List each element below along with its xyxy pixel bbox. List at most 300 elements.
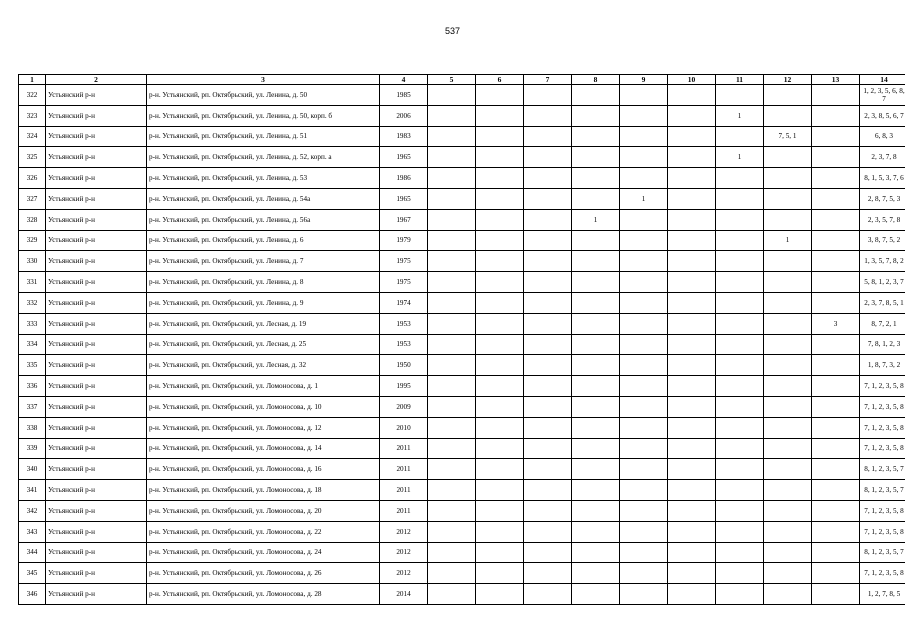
col6-cell: [476, 230, 524, 251]
year-cell: 2011: [380, 459, 428, 480]
col14-cell: 3, 8, 7, 5, 2: [860, 230, 905, 251]
row-number-cell: 346: [19, 584, 46, 605]
district-cell: Устьянский р-н: [46, 459, 147, 480]
col7-cell: [524, 85, 572, 106]
table-row: [19, 334, 905, 355]
district-cell: Устьянский р-н: [46, 355, 147, 376]
col6-cell: [476, 438, 524, 459]
year-cell: 2011: [380, 500, 428, 521]
year-cell: 1950: [380, 355, 428, 376]
row-number-cell: 328: [19, 209, 46, 230]
col9-cell: [620, 521, 668, 542]
col13-cell: [812, 396, 860, 417]
col14-cell: 8, 1, 2, 3, 5, 7: [860, 459, 905, 480]
year-cell: 1953: [380, 313, 428, 334]
col13-cell: [812, 376, 860, 397]
col6-cell: [476, 417, 524, 438]
row-number-cell: 340: [19, 459, 46, 480]
district-cell: Устьянский р-н: [46, 230, 147, 251]
col9-cell: 1: [620, 188, 668, 209]
col9-cell: [620, 230, 668, 251]
year-cell: 1953: [380, 334, 428, 355]
col11-cell: [716, 251, 764, 272]
col11-cell: [716, 376, 764, 397]
col10-cell: [668, 209, 716, 230]
table-row: [19, 188, 905, 209]
district-cell: Устьянский р-н: [46, 396, 147, 417]
col8-cell: [572, 376, 620, 397]
col8-cell: [572, 105, 620, 126]
col6-cell: [476, 459, 524, 480]
table-row: [19, 105, 905, 126]
column-header: 2: [46, 75, 147, 85]
col7-cell: [524, 355, 572, 376]
col8-cell: [572, 147, 620, 168]
year-cell: 1965: [380, 188, 428, 209]
address-cell: р-н. Устьянский, рп. Октябрьский, ул. Ленина, д. 9: [147, 292, 380, 313]
col10-cell: [668, 396, 716, 417]
col8-cell: [572, 251, 620, 272]
col6-cell: [476, 500, 524, 521]
table-row: [19, 168, 905, 189]
col10-cell: [668, 105, 716, 126]
address-cell: р-н. Устьянский, рп. Октябрьский, ул. Ломоносова, д. 28: [147, 584, 380, 605]
col7-cell: [524, 480, 572, 501]
col14-cell: 7, 1, 2, 3, 5, 8: [860, 396, 905, 417]
table-row: [19, 313, 905, 334]
col7-cell: [524, 438, 572, 459]
col14-cell: 7, 1, 2, 3, 5, 8: [860, 417, 905, 438]
district-cell: Устьянский р-н: [46, 417, 147, 438]
row-number-cell: 333: [19, 313, 46, 334]
table-row: [19, 292, 905, 313]
address-cell: р-н. Устьянский, рп. Октябрьский, ул. Ленина, д. 53: [147, 168, 380, 189]
col8-cell: [572, 500, 620, 521]
column-header: 11: [716, 75, 764, 85]
district-cell: Устьянский р-н: [46, 376, 147, 397]
column-header: 3: [147, 75, 380, 85]
col10-cell: [668, 459, 716, 480]
row-number-cell: 334: [19, 334, 46, 355]
year-cell: 2012: [380, 563, 428, 584]
col10-cell: [668, 313, 716, 334]
row-number-cell: 343: [19, 521, 46, 542]
table-row: [19, 376, 905, 397]
col14-cell: 2, 3, 7, 8: [860, 147, 905, 168]
col9-cell: [620, 209, 668, 230]
address-cell: р-н. Устьянский, рп. Октябрьский, ул. Лесная, д. 25: [147, 334, 380, 355]
col5-cell: [428, 147, 476, 168]
col5-cell: [428, 85, 476, 106]
column-header: 4: [380, 75, 428, 85]
col10-cell: [668, 126, 716, 147]
col14-cell: 1, 3, 5, 7, 8, 2: [860, 251, 905, 272]
col12-cell: [764, 105, 812, 126]
column-header: 8: [572, 75, 620, 85]
col5-cell: [428, 542, 476, 563]
col8-cell: [572, 292, 620, 313]
col6-cell: [476, 272, 524, 293]
table-row: [19, 480, 905, 501]
col14-cell: 5, 8, 1, 2, 3, 7: [860, 272, 905, 293]
col14-cell: 8, 1, 5, 3, 7, 6: [860, 168, 905, 189]
col7-cell: [524, 376, 572, 397]
district-cell: Устьянский р-н: [46, 584, 147, 605]
address-cell: р-н. Устьянский, рп. Октябрьский, ул. Ленина, д. 56а: [147, 209, 380, 230]
col11-cell: [716, 292, 764, 313]
col9-cell: [620, 376, 668, 397]
col6-cell: [476, 480, 524, 501]
table-row: [19, 126, 905, 147]
col14-cell: 8, 7, 2, 1: [860, 313, 905, 334]
district-cell: Устьянский р-н: [46, 209, 147, 230]
col10-cell: [668, 480, 716, 501]
col10-cell: [668, 542, 716, 563]
col11-cell: [716, 480, 764, 501]
year-cell: 1979: [380, 230, 428, 251]
col9-cell: [620, 105, 668, 126]
col6-cell: [476, 209, 524, 230]
col5-cell: [428, 292, 476, 313]
column-header: 6: [476, 75, 524, 85]
col13-cell: [812, 209, 860, 230]
row-number-cell: 339: [19, 438, 46, 459]
col5-cell: [428, 105, 476, 126]
col5-cell: [428, 209, 476, 230]
col7-cell: [524, 313, 572, 334]
year-cell: 1974: [380, 292, 428, 313]
col13-cell: 3: [812, 313, 860, 334]
column-header: 13: [812, 75, 860, 85]
table-row: [19, 542, 905, 563]
col5-cell: [428, 126, 476, 147]
col5-cell: [428, 313, 476, 334]
col7-cell: [524, 584, 572, 605]
col5-cell: [428, 563, 476, 584]
column-header: 7: [524, 75, 572, 85]
table-row: [19, 459, 905, 480]
year-cell: 2009: [380, 396, 428, 417]
column-header: 12: [764, 75, 812, 85]
col11-cell: [716, 417, 764, 438]
col13-cell: [812, 355, 860, 376]
col9-cell: [620, 147, 668, 168]
col13-cell: [812, 500, 860, 521]
col6-cell: [476, 584, 524, 605]
col12-cell: [764, 438, 812, 459]
col11-cell: [716, 584, 764, 605]
col6-cell: [476, 251, 524, 272]
col12-cell: [764, 355, 812, 376]
row-number-cell: 344: [19, 542, 46, 563]
col12-cell: [764, 272, 812, 293]
col8-cell: [572, 396, 620, 417]
year-cell: 2014: [380, 584, 428, 605]
col14-cell: 8, 1, 2, 3, 5, 7: [860, 542, 905, 563]
col10-cell: [668, 230, 716, 251]
col9-cell: [620, 292, 668, 313]
col8-cell: [572, 542, 620, 563]
table-row: [19, 230, 905, 251]
col8-cell: [572, 438, 620, 459]
row-number-cell: 326: [19, 168, 46, 189]
col14-cell: 1, 2, 7, 8, 5: [860, 584, 905, 605]
col11-cell: 1: [716, 105, 764, 126]
year-cell: 1967: [380, 209, 428, 230]
col14-cell: 6, 8, 3: [860, 126, 905, 147]
col8-cell: [572, 521, 620, 542]
col12-cell: [764, 251, 812, 272]
col13-cell: [812, 417, 860, 438]
col8-cell: [572, 85, 620, 106]
col14-cell: 7, 1, 2, 3, 5, 8: [860, 500, 905, 521]
col7-cell: [524, 417, 572, 438]
column-header: 14: [860, 75, 905, 85]
col11-cell: [716, 209, 764, 230]
col6-cell: [476, 521, 524, 542]
col7-cell: [524, 209, 572, 230]
address-cell: р-н. Устьянский, рп. Октябрьский, ул. Ленина, д. 50: [147, 85, 380, 106]
col13-cell: [812, 168, 860, 189]
table-row: [19, 85, 905, 106]
address-cell: р-н. Устьянский, рп. Октябрьский, ул. Ломоносова, д. 26: [147, 563, 380, 584]
col12-cell: [764, 542, 812, 563]
col9-cell: [620, 126, 668, 147]
col8-cell: 1: [572, 209, 620, 230]
year-cell: 1965: [380, 147, 428, 168]
col7-cell: [524, 168, 572, 189]
col13-cell: [812, 147, 860, 168]
col11-cell: [716, 334, 764, 355]
col5-cell: [428, 168, 476, 189]
col11-cell: [716, 126, 764, 147]
col12-cell: [764, 417, 812, 438]
col8-cell: [572, 480, 620, 501]
registry-table: [18, 74, 905, 605]
col10-cell: [668, 521, 716, 542]
year-cell: 2012: [380, 542, 428, 563]
col11-cell: [716, 230, 764, 251]
col6-cell: [476, 168, 524, 189]
col11-cell: [716, 500, 764, 521]
col6-cell: [476, 292, 524, 313]
district-cell: Устьянский р-н: [46, 542, 147, 563]
row-number-cell: 341: [19, 480, 46, 501]
district-cell: Устьянский р-н: [46, 105, 147, 126]
col6-cell: [476, 563, 524, 584]
col14-cell: 7, 1, 2, 3, 5, 8: [860, 521, 905, 542]
col6-cell: [476, 355, 524, 376]
row-number-cell: 325: [19, 147, 46, 168]
address-cell: р-н. Устьянский, рп. Октябрьский, ул. Ломоносова, д. 20: [147, 500, 380, 521]
col12-cell: [764, 334, 812, 355]
col10-cell: [668, 563, 716, 584]
col7-cell: [524, 105, 572, 126]
row-number-cell: 335: [19, 355, 46, 376]
col6-cell: [476, 188, 524, 209]
col7-cell: [524, 500, 572, 521]
col5-cell: [428, 584, 476, 605]
table-row: [19, 563, 905, 584]
col14-cell: 7, 8, 1, 2, 3: [860, 334, 905, 355]
table-row: [19, 209, 905, 230]
col10-cell: [668, 147, 716, 168]
row-number-cell: 338: [19, 417, 46, 438]
col8-cell: [572, 126, 620, 147]
row-number-cell: 342: [19, 500, 46, 521]
col12-cell: [764, 188, 812, 209]
col13-cell: [812, 230, 860, 251]
col10-cell: [668, 438, 716, 459]
address-cell: р-н. Устьянский, рп. Октябрьский, ул. Ленина, д. 50, корп. б: [147, 105, 380, 126]
col10-cell: [668, 292, 716, 313]
address-cell: р-н. Устьянский, рп. Октябрьский, ул. Ленина, д. 51: [147, 126, 380, 147]
col7-cell: [524, 251, 572, 272]
col9-cell: [620, 459, 668, 480]
col9-cell: [620, 272, 668, 293]
row-number-cell: 329: [19, 230, 46, 251]
col11-cell: [716, 542, 764, 563]
col12-cell: [764, 500, 812, 521]
col10-cell: [668, 376, 716, 397]
address-cell: р-н. Устьянский, рп. Октябрьский, ул. Ломоносова, д. 22: [147, 521, 380, 542]
district-cell: Устьянский р-н: [46, 147, 147, 168]
col12-cell: [764, 85, 812, 106]
col11-cell: [716, 355, 764, 376]
col10-cell: [668, 355, 716, 376]
col9-cell: [620, 355, 668, 376]
district-cell: Устьянский р-н: [46, 521, 147, 542]
district-cell: Устьянский р-н: [46, 85, 147, 106]
table-row: [19, 417, 905, 438]
col11-cell: [716, 313, 764, 334]
address-cell: р-н. Устьянский, рп. Октябрьский, ул. Ленина, д. 52, корп. а: [147, 147, 380, 168]
col5-cell: [428, 521, 476, 542]
col13-cell: [812, 584, 860, 605]
row-number-cell: 324: [19, 126, 46, 147]
col9-cell: [620, 251, 668, 272]
col8-cell: [572, 563, 620, 584]
col12-cell: 1: [764, 230, 812, 251]
district-cell: Устьянский р-н: [46, 500, 147, 521]
district-cell: Устьянский р-н: [46, 272, 147, 293]
col12-cell: [764, 480, 812, 501]
year-cell: 1975: [380, 251, 428, 272]
year-cell: 1995: [380, 376, 428, 397]
col11-cell: [716, 188, 764, 209]
col11-cell: [716, 168, 764, 189]
col12-cell: 7, 5, 1: [764, 126, 812, 147]
row-number-cell: 345: [19, 563, 46, 584]
col5-cell: [428, 480, 476, 501]
address-cell: р-н. Устьянский, рп. Октябрьский, ул. Лесная, д. 32: [147, 355, 380, 376]
district-cell: Устьянский р-н: [46, 334, 147, 355]
col5-cell: [428, 500, 476, 521]
address-cell: р-н. Устьянский, рп. Октябрьский, ул. Ленина, д. 54а: [147, 188, 380, 209]
row-number-cell: 331: [19, 272, 46, 293]
table-row: [19, 251, 905, 272]
col10-cell: [668, 417, 716, 438]
table-row: [19, 147, 905, 168]
district-cell: Устьянский р-н: [46, 563, 147, 584]
col5-cell: [428, 188, 476, 209]
col12-cell: [764, 459, 812, 480]
col12-cell: [764, 168, 812, 189]
table-row: [19, 521, 905, 542]
col13-cell: [812, 188, 860, 209]
col12-cell: [764, 521, 812, 542]
col8-cell: [572, 355, 620, 376]
col11-cell: [716, 521, 764, 542]
address-cell: р-н. Устьянский, рп. Октябрьский, ул. Ленина, д. 6: [147, 230, 380, 251]
col12-cell: [764, 563, 812, 584]
col7-cell: [524, 334, 572, 355]
column-header: 10: [668, 75, 716, 85]
col6-cell: [476, 376, 524, 397]
col5-cell: [428, 438, 476, 459]
col13-cell: [812, 272, 860, 293]
col8-cell: [572, 168, 620, 189]
row-number-cell: 337: [19, 396, 46, 417]
col8-cell: [572, 188, 620, 209]
col14-cell: 2, 3, 5, 7, 8: [860, 209, 905, 230]
col9-cell: [620, 584, 668, 605]
col5-cell: [428, 230, 476, 251]
row-number-cell: 327: [19, 188, 46, 209]
table-row: [19, 500, 905, 521]
address-cell: р-н. Устьянский, рп. Октябрьский, ул. Ломоносова, д. 12: [147, 417, 380, 438]
col10-cell: [668, 251, 716, 272]
col8-cell: [572, 584, 620, 605]
col11-cell: [716, 459, 764, 480]
col14-cell: 7, 1, 2, 3, 5, 8: [860, 438, 905, 459]
col7-cell: [524, 396, 572, 417]
col14-cell: 1, 2, 3, 5, 6, 8, 7: [860, 85, 905, 106]
col7-cell: [524, 230, 572, 251]
column-header: 9: [620, 75, 668, 85]
year-cell: 2011: [380, 480, 428, 501]
col13-cell: [812, 542, 860, 563]
year-cell: 2006: [380, 105, 428, 126]
address-cell: р-н. Устьянский, рп. Октябрьский, ул. Лесная, д. 19: [147, 313, 380, 334]
col7-cell: [524, 563, 572, 584]
col12-cell: [764, 147, 812, 168]
col14-cell: 2, 8, 7, 5, 3: [860, 188, 905, 209]
col13-cell: [812, 292, 860, 313]
address-cell: р-н. Устьянский, рп. Октябрьский, ул. Ломоносова, д. 24: [147, 542, 380, 563]
table-row: [19, 584, 905, 605]
col14-cell: 2, 3, 8, 5, 6, 7: [860, 105, 905, 126]
col9-cell: [620, 168, 668, 189]
col12-cell: [764, 376, 812, 397]
district-cell: Устьянский р-н: [46, 188, 147, 209]
col8-cell: [572, 272, 620, 293]
address-cell: р-н. Устьянский, рп. Октябрьский, ул. Ленина, д. 8: [147, 272, 380, 293]
col13-cell: [812, 85, 860, 106]
col7-cell: [524, 521, 572, 542]
address-cell: р-н. Устьянский, рп. Октябрьский, ул. Ленина, д. 7: [147, 251, 380, 272]
col7-cell: [524, 292, 572, 313]
col10-cell: [668, 334, 716, 355]
table-row: [19, 396, 905, 417]
col6-cell: [476, 105, 524, 126]
col6-cell: [476, 126, 524, 147]
col5-cell: [428, 272, 476, 293]
col9-cell: [620, 563, 668, 584]
col9-cell: [620, 417, 668, 438]
col9-cell: [620, 480, 668, 501]
table-row: [19, 355, 905, 376]
